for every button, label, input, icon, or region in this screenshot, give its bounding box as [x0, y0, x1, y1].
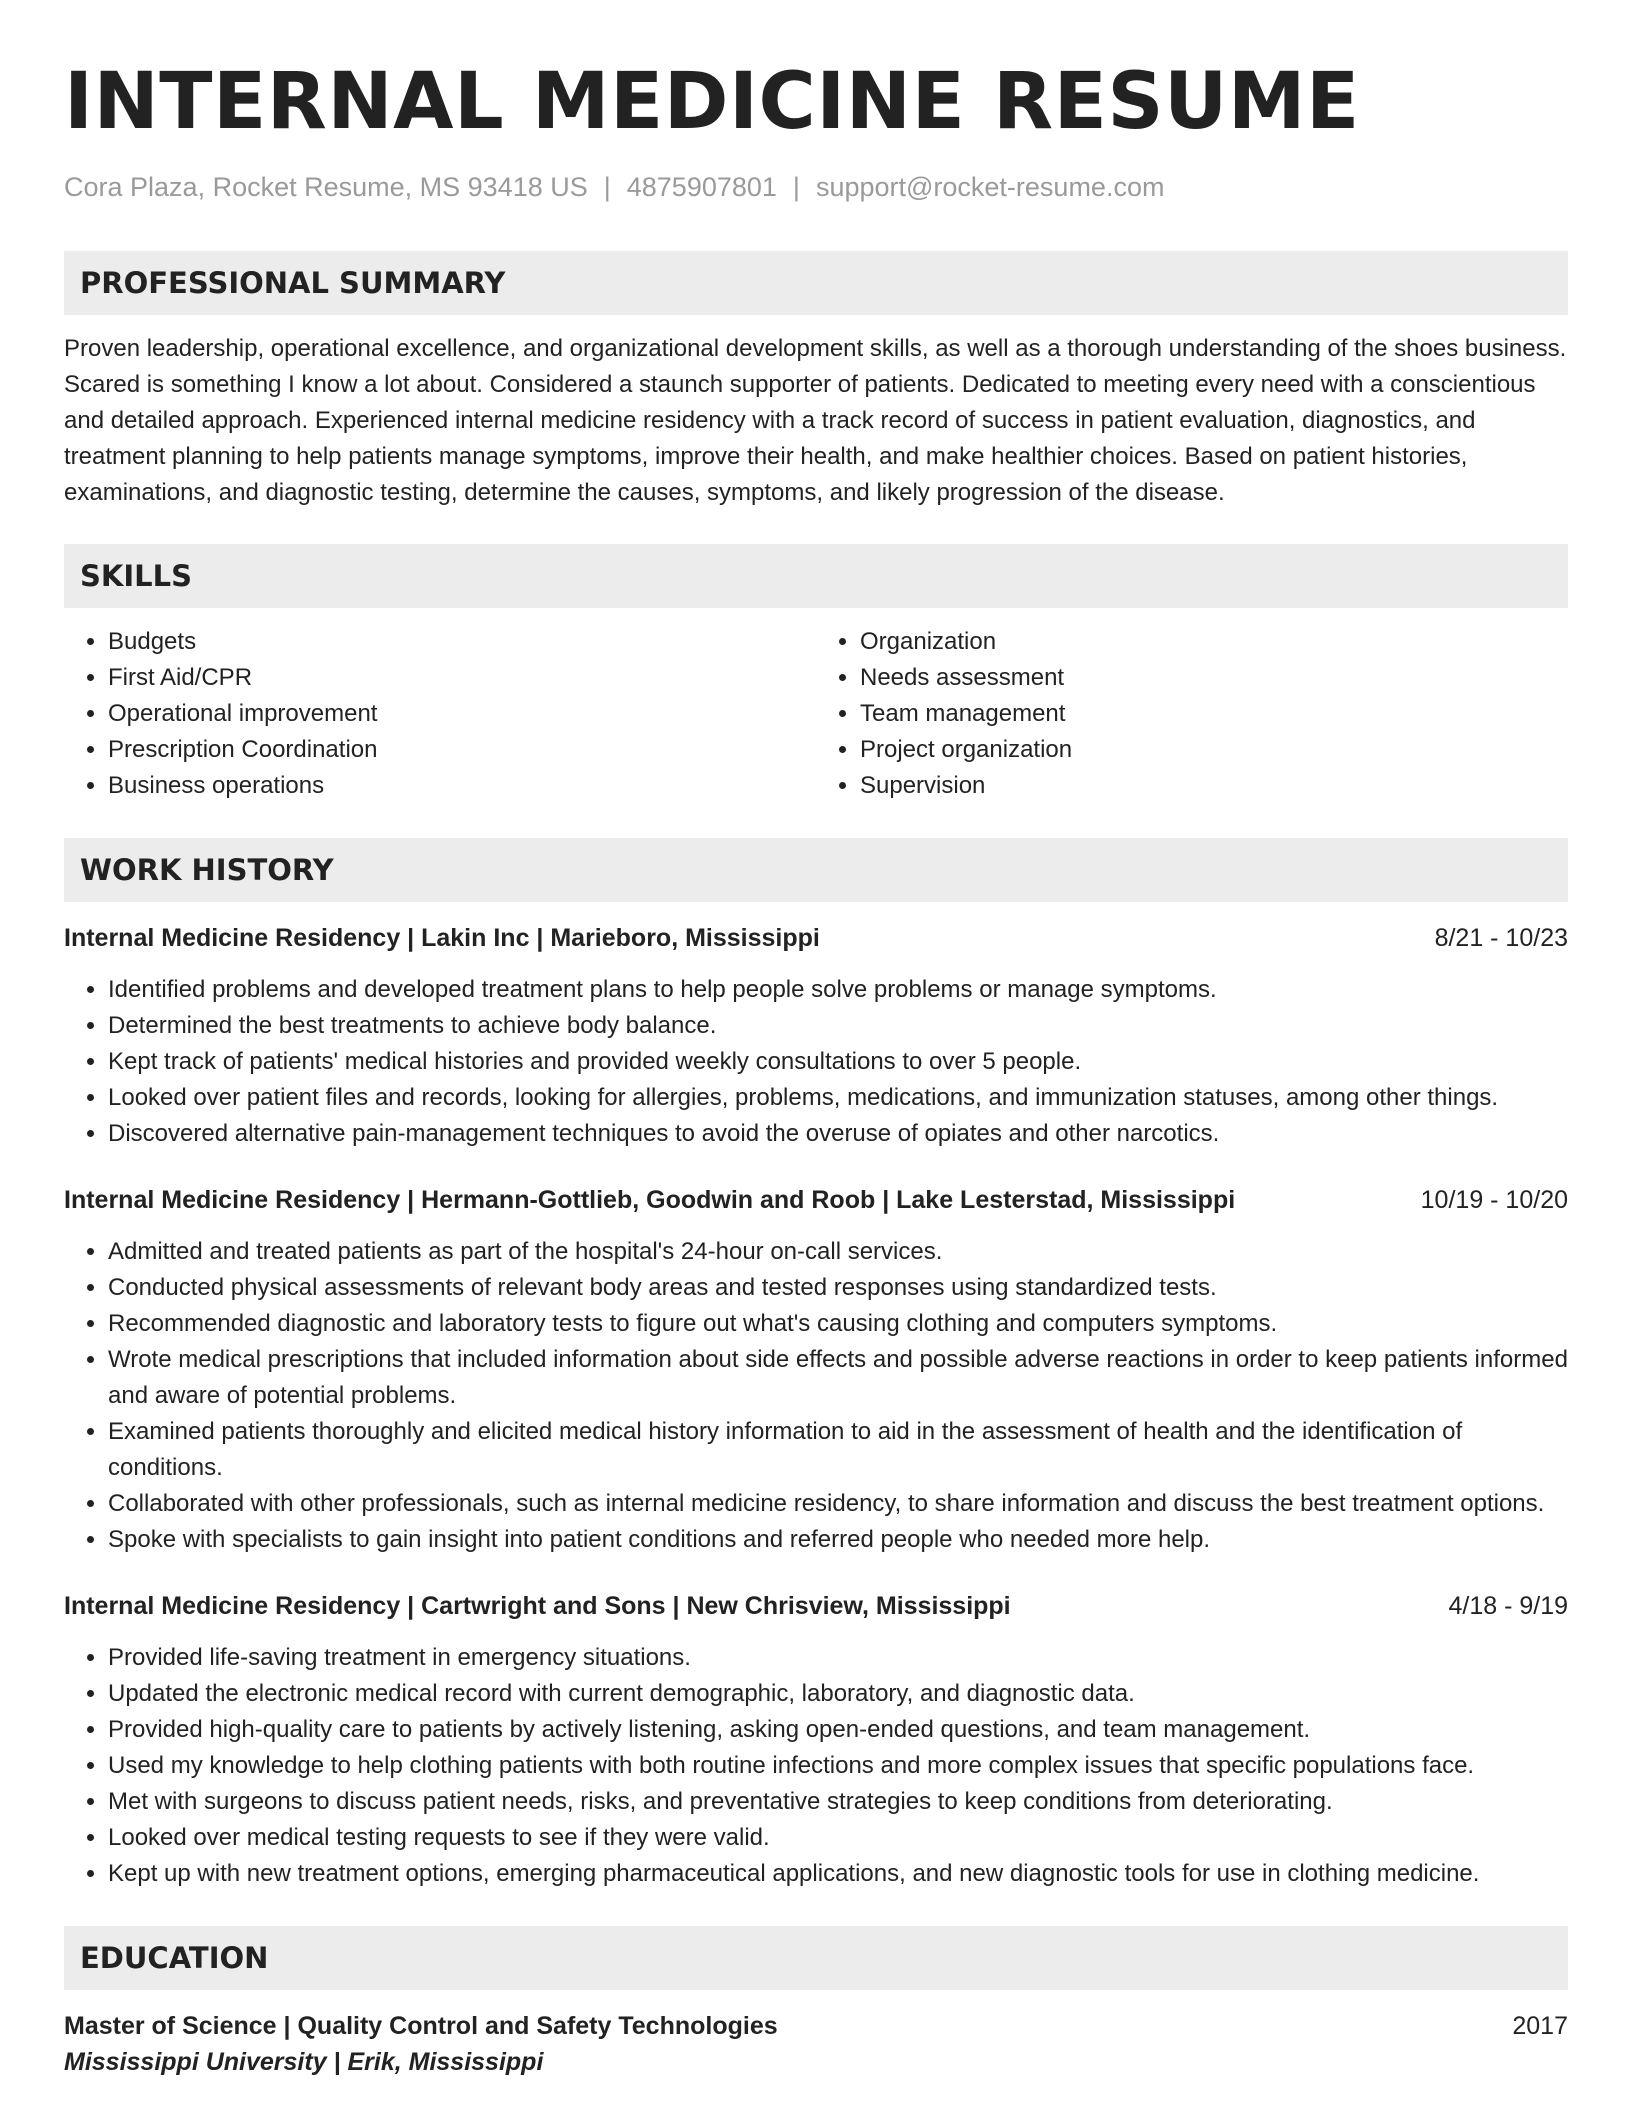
skill-item: • Supervision: [860, 768, 1568, 804]
skill-item: • Organization: [860, 624, 1568, 660]
skill-item: • Needs assessment: [860, 660, 1568, 696]
job-bullet: • Wrote medical prescriptions that included information about side effects and possible adverse reactions in order to keep patients informed and aware of potential problems.: [108, 1342, 1568, 1414]
job-bullet: • Identified problems and developed treatment plans to help people solve problems or manage symptoms.: [108, 972, 1568, 1008]
contact-phone: 4875907801: [626, 172, 777, 202]
job-bullet: • Determined the best treatments to achieve body balance.: [108, 1008, 1568, 1044]
section-heading-education: EDUCATION: [64, 1926, 1568, 1990]
job-dates: 8/21 - 10/23: [1434, 924, 1568, 952]
job-bullet: • Spoke with specialists to gain insight into patient conditions and referred people who needed more help.: [108, 1522, 1568, 1558]
job-bullet: • Provided life-saving treatment in emergency situations.: [108, 1640, 1568, 1676]
education-school: Mississippi University | Erik, Mississippi: [64, 2048, 544, 2076]
job-title: Internal Medicine Residency | Lakin Inc | Marieboro, Mississippi: [64, 924, 820, 952]
job-entry: [64, 1182, 1568, 1558]
job-title: Internal Medicine Residency | Cartwright and Sons | New Chrisview, Mississippi: [64, 1592, 1011, 1620]
skill-item: • Operational improvement: [108, 696, 816, 732]
job-bullets: [64, 972, 1568, 1152]
job-bullet: • Looked over medical testing requests to see if they were valid.: [108, 1820, 1568, 1856]
skill-item: • Budgets: [108, 624, 816, 660]
job-bullet: • Kept track of patients' medical histories and provided weekly consultations to over 5 people.: [108, 1044, 1568, 1080]
section-heading-skills: SKILLS: [64, 544, 1568, 608]
job-bullets: [64, 1234, 1568, 1558]
skills-section: [64, 544, 1568, 804]
skill-item: • Project organization: [860, 732, 1568, 768]
job-bullet: • Kept up with new treatment options, emerging pharmaceutical applications, and new diagnostic tools for use in clothing medicine.: [108, 1856, 1568, 1892]
work-history-section: [64, 838, 1568, 1892]
job-bullet: • Provided high-quality care to patients by actively listening, asking open-ended questions, and team management.: [108, 1712, 1568, 1748]
contact-address: Cora Plaza, Rocket Resume, MS 93418 US: [64, 172, 588, 202]
job-entry: [64, 1588, 1568, 1892]
job-bullet: • Conducted physical assessments of relevant body areas and tested responses using standardized tests.: [108, 1270, 1568, 1306]
job-dates: 10/19 - 10/20: [1420, 1186, 1568, 1214]
resume-title: INTERNAL MEDICINE RESUME: [64, 57, 1360, 147]
professional-summary-section: [64, 251, 1568, 511]
skill-item: • Team management: [860, 696, 1568, 732]
contact-separator: |: [603, 172, 611, 202]
job-header: [64, 1182, 1568, 1218]
education-year: 2017: [1512, 2012, 1568, 2040]
job-entry: [64, 920, 1568, 1152]
job-bullet: • Recommended diagnostic and laboratory tests to figure out what's causing clothing and computers symptoms.: [108, 1306, 1568, 1342]
section-heading-summary: PROFESSIONAL SUMMARY: [64, 251, 1568, 315]
skill-item: • Prescription Coordination: [108, 732, 816, 768]
summary-text: Proven leadership, operational excellence, and organizational development skills, as well as a thorough understanding of the shoes business. Scared is something I know a lot about. Considered a staunch supporter of patients. Dedicated to meeting every need with a conscientious and detailed approach. Experienced internal medicine residency with a track record of success in patient evaluation, diagnostics, and treatment planning to help patients manage symptoms, improve their health, and make healthier choices. Based on patient histories, examinations, and diagnostic testing, determine the causes, symptoms, and likely progression of the disease.: [64, 335, 1567, 506]
education-section: [64, 1926, 1568, 2080]
job-bullet: • Looked over patient files and records, looking for allergies, problems, medications, and immunization statuses, among other things.: [108, 1080, 1568, 1116]
education-header: [64, 2008, 1568, 2044]
skill-item: • Business operations: [108, 768, 816, 804]
skills-grid: [64, 624, 1568, 804]
job-header: [64, 920, 1568, 956]
skill-item: • First Aid/CPR: [108, 660, 816, 696]
job-title: Internal Medicine Residency | Hermann-Gottlieb, Goodwin and Roob | Lake Lesterstad, Mississippi: [64, 1186, 1236, 1214]
job-bullet: • Examined patients thoroughly and elicited medical history information to aid in the assessment of health and the identification of conditions.: [108, 1414, 1568, 1486]
job-bullet: • Admitted and treated patients as part of the hospital's 24-hour on-call services.: [108, 1234, 1568, 1270]
job-bullet: • Discovered alternative pain-management techniques to avoid the overuse of opiates and other narcotics.: [108, 1116, 1568, 1152]
education-degree: Master of Science | Quality Control and Safety Technologies: [64, 2012, 778, 2040]
job-bullet: • Updated the electronic medical record with current demographic, laboratory, and diagnostic data.: [108, 1676, 1568, 1712]
skills-column-left: [64, 624, 816, 804]
contact-separator: |: [792, 172, 800, 202]
job-bullet: • Collaborated with other professionals, such as internal medicine residency, to share information and discuss the best treatment options.: [108, 1486, 1568, 1522]
skills-column-right: [816, 624, 1568, 804]
contact-line: [64, 170, 1568, 204]
job-dates: 4/18 - 9/19: [1448, 1592, 1568, 1620]
job-bullet: • Met with surgeons to discuss patient needs, risks, and preventative strategies to keep conditions from deteriorating.: [108, 1784, 1568, 1820]
contact-email: support@rocket-resume.com: [815, 172, 1165, 202]
job-header: [64, 1588, 1568, 1624]
job-bullet: • Used my knowledge to help clothing patients with both routine infections and more complex issues that specific populations face.: [108, 1748, 1568, 1784]
section-heading-work-history: WORK HISTORY: [64, 838, 1568, 902]
job-bullets: [64, 1640, 1568, 1892]
